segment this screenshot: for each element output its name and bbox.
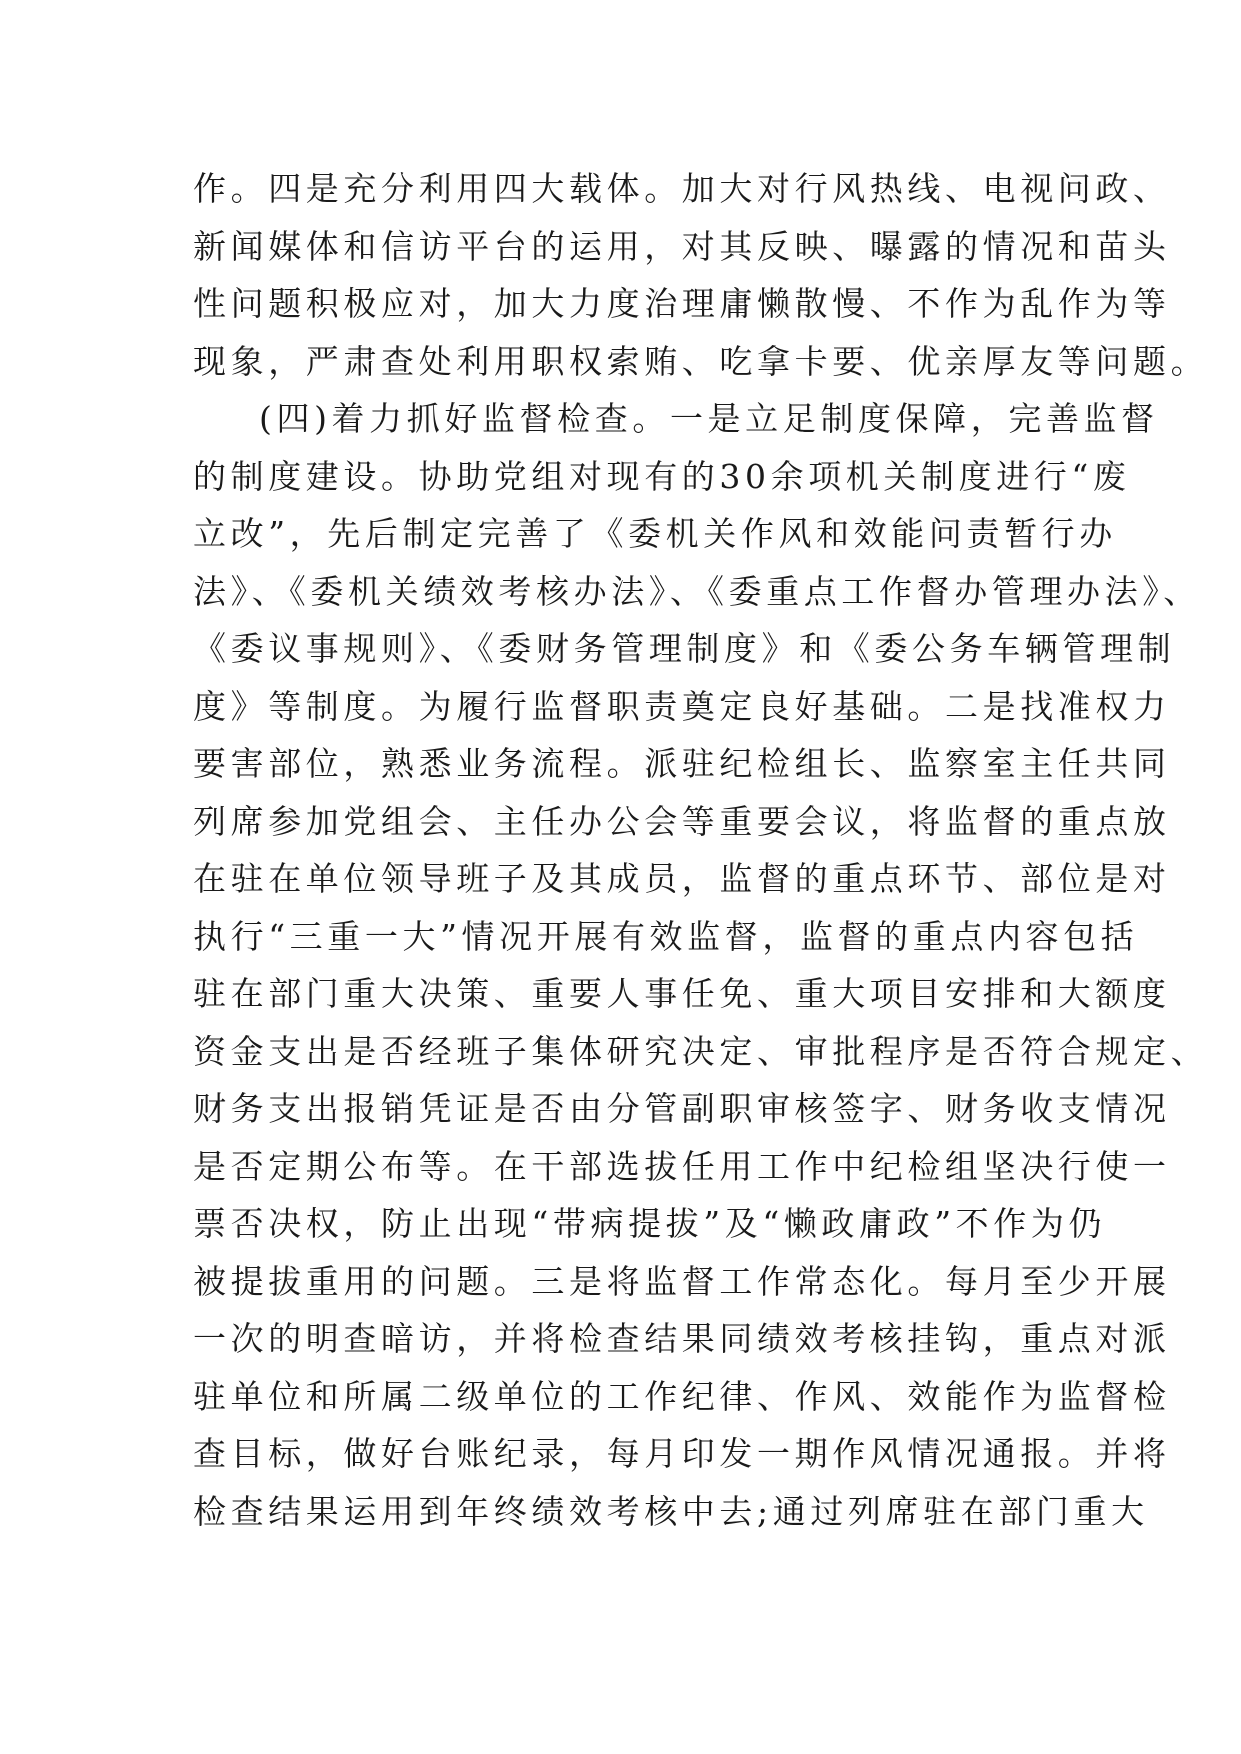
text-line: 现象，严肃查处利用职权索贿、吃拿卡要、优亲厚友等问题。 [193, 341, 1209, 381]
text-line: 作。四是充分利用四大载体。加大对行风热线、电视问政、 [193, 169, 1171, 208]
text-line: 《委议事规则》、《委财务管理制度》和《委公务车辆管理制 [193, 629, 1176, 668]
text-line: 资金支出是否经班子集体研究决定、审批程序是否符合规定、 [193, 1031, 1209, 1071]
text-line: 财务支出报销凭证是否由分管副职审核签字、财务收支情况 [193, 1089, 1171, 1128]
section-heading-line: (四)着力抓好监督检查。一是立足制度保障，完善监督 [259, 399, 1159, 438]
text-line: 票否决权，防止出现“带病提拔”及“懒政庸政”不作为仍 [193, 1204, 1107, 1243]
text-line: 列席参加党组会、主任办公会等重要会议，将监督的重点放 [193, 801, 1171, 841]
text-line: 查目标，做好台账纪录，每月印发一期作风情况通报。并将 [193, 1434, 1171, 1473]
text-line: 执行“三重一大”情况开展有效监督，监督的重点内容包括 [193, 916, 1139, 956]
text-line: 要害部位，熟悉业务流程。派驻纪检组长、监察室主任共同 [193, 744, 1171, 783]
text-line: 在驻在单位领导班子及其成员，监督的重点环节、部位是对 [193, 859, 1171, 898]
text-line: 是否定期公布等。在干部选拔任用工作中纪检组坚决行使一 [193, 1146, 1171, 1186]
text-line: 驻在部门重大决策、重要人事任免、重大项目安排和大额度 [193, 974, 1171, 1013]
text-line: 的制度建设。协助党组对现有的30余项机关制度进行“废 [193, 456, 1131, 496]
text-line: 立改”，先后制定完善了《委机关作风和效能问责暂行办 [193, 514, 1117, 553]
body-text [193, 160, 1209, 1540]
text-line: 检查结果运用到年终绩效考核中去;通过列席驻在部门重大 [193, 1491, 1149, 1531]
text-line: 度》等制度。为履行监督职责奠定良好基础。二是找准权力 [193, 686, 1171, 726]
text-line: 一次的明查暗访，并将检查结果同绩效考核挂钩，重点对派 [193, 1319, 1171, 1358]
text-line: 法》、《委机关绩效考核办法》、《委重点工作督办管理办法》、 [193, 571, 1201, 611]
text-line: 性问题积极应对，加大力度治理庸懒散慢、不作为乱作为等 [193, 284, 1171, 323]
text-line: 被提拔重用的问题。三是将监督工作常态化。每月至少开展 [193, 1261, 1171, 1301]
text-line: 新闻媒体和信访平台的运用，对其反映、曝露的情况和苗头 [193, 226, 1171, 266]
text-line: 驻单位和所属二级单位的工作纪律、作风、效能作为监督检 [193, 1376, 1171, 1416]
